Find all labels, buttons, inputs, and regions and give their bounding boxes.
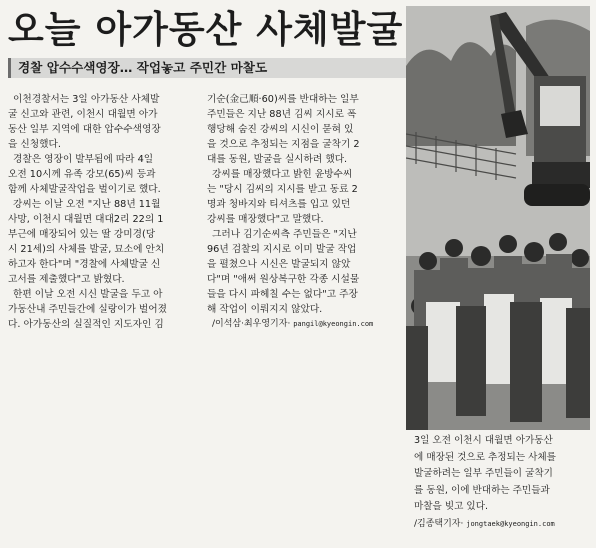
body-text-line: 경찰은 영장이 발부됨에 따라 4일: [13, 154, 154, 165]
body-text-line: 명과 청바지와 티셔츠를 입고 있던: [207, 199, 351, 210]
body-text-line: 주민들은 지난 88년 김씨 지시로 폭: [207, 109, 357, 120]
body-text-line: 굴 신고와 관련, 이천시 대월면 아가: [8, 109, 158, 120]
body-text-line: 강씨를 매장했다"고 말했다.: [207, 214, 324, 225]
body-text-line: 시 21세)의 사체를 발굴, 묘소에 안치: [8, 244, 165, 255]
body-text-line: 그러나 김기순씨측 주민들은 "지난: [212, 229, 357, 240]
body-text-line: 다"며 "애써 원상복구한 각종 시설물: [207, 274, 360, 285]
article-body-column-left: [8, 92, 200, 332]
body-text-line: 사망, 이천시 대월면 대대2리 22의 1: [8, 214, 164, 225]
body-text-line: 행당해 숨진 강씨의 시신이 묻혀 있: [207, 124, 354, 135]
caption-text-line: 발굴하려는 일부 주민들이 굴착기: [414, 468, 553, 479]
body-text-line: 가동산내 주민들간에 실랑이가 벌어졌: [8, 304, 167, 315]
body-text-line: 는 "당시 김씨의 지시를 받고 동료 2: [207, 184, 358, 195]
body-text-line: 강씨는 이날 오전 "지난 88년 11월: [13, 199, 161, 210]
body-text-line: 함께 사체발굴작업을 벌이기로 했다.: [8, 184, 161, 195]
photo-caption: [414, 433, 590, 532]
body-text-line: 대를 동원, 발굴을 실시하려 했다.: [207, 154, 348, 165]
photo-credit-email: jongtaek@kyeongin.com: [466, 519, 555, 528]
news-photo: [406, 6, 590, 430]
byline: [207, 317, 399, 332]
body-text-line: 을 것으로 추정되는 지점을 굴착기 2: [207, 139, 360, 150]
caption-text-line: 마찰을 빚고 있다.: [414, 501, 489, 512]
body-text-line: 동산 일부 지역에 대한 압수수색영장: [8, 124, 161, 135]
body-text-line: 96년 검찰의 지시로 이미 발굴 작업: [207, 244, 357, 255]
caption-text-line: 3일 오전 이천시 대월면 아가동산: [414, 435, 553, 446]
body-text-line: 을 펼쳤으나 시신은 발굴되지 않았: [207, 259, 351, 270]
subheadline: 경찰 압수수색영장… 작업놓고 주민간 마찰도: [8, 58, 408, 78]
headline: 오늘 아가동산 사체발굴: [8, 8, 404, 51]
body-text-line: 다. 아가동산의 실질적인 지도자인 김: [8, 319, 164, 330]
byline-email: pangil@kyeongin.com: [293, 320, 374, 328]
body-text-line: 기순(金己順·60)씨를 반대하는 일부: [207, 94, 359, 105]
body-text-line: 하고자 한다"며 "경찰에 사체발굴 신: [8, 259, 161, 270]
crowd: [406, 233, 590, 430]
body-text-line: 한편 이날 오전 시신 발굴을 두고 아: [13, 289, 163, 300]
body-text-line: 고서를 제출했다"고 밝혔다.: [8, 274, 125, 285]
byline-names: /이석삼·최우영기자·: [212, 319, 291, 329]
body-text-line: 부근에 매장되어 있는 딸 강미경(당: [8, 229, 156, 240]
photo-credit: [414, 516, 590, 533]
article-body-column-right: [207, 92, 399, 332]
photo-credit-names: /김종택기자·: [414, 518, 464, 529]
body-text-line: 오전 10시께 유족 강모(65)씨 등과: [8, 169, 156, 180]
body-text-line: 강씨를 매장했다고 밝힌 윤방수씨: [212, 169, 353, 180]
body-text-line: 해 작업이 이뤄지지 않았다.: [207, 304, 323, 315]
caption-text-line: 를 동원, 이에 반대하는 주민들과: [414, 484, 550, 496]
caption-text-line: 에 매장된 것으로 추정되는 사체를: [414, 451, 556, 463]
body-text-line: 을 신청했다.: [8, 139, 61, 150]
body-text-line: 들을 다시 파헤칠 수는 없다"고 주장: [207, 289, 358, 300]
body-text-line: 이천경찰서는 3일 아가동산 사체발: [13, 94, 160, 105]
